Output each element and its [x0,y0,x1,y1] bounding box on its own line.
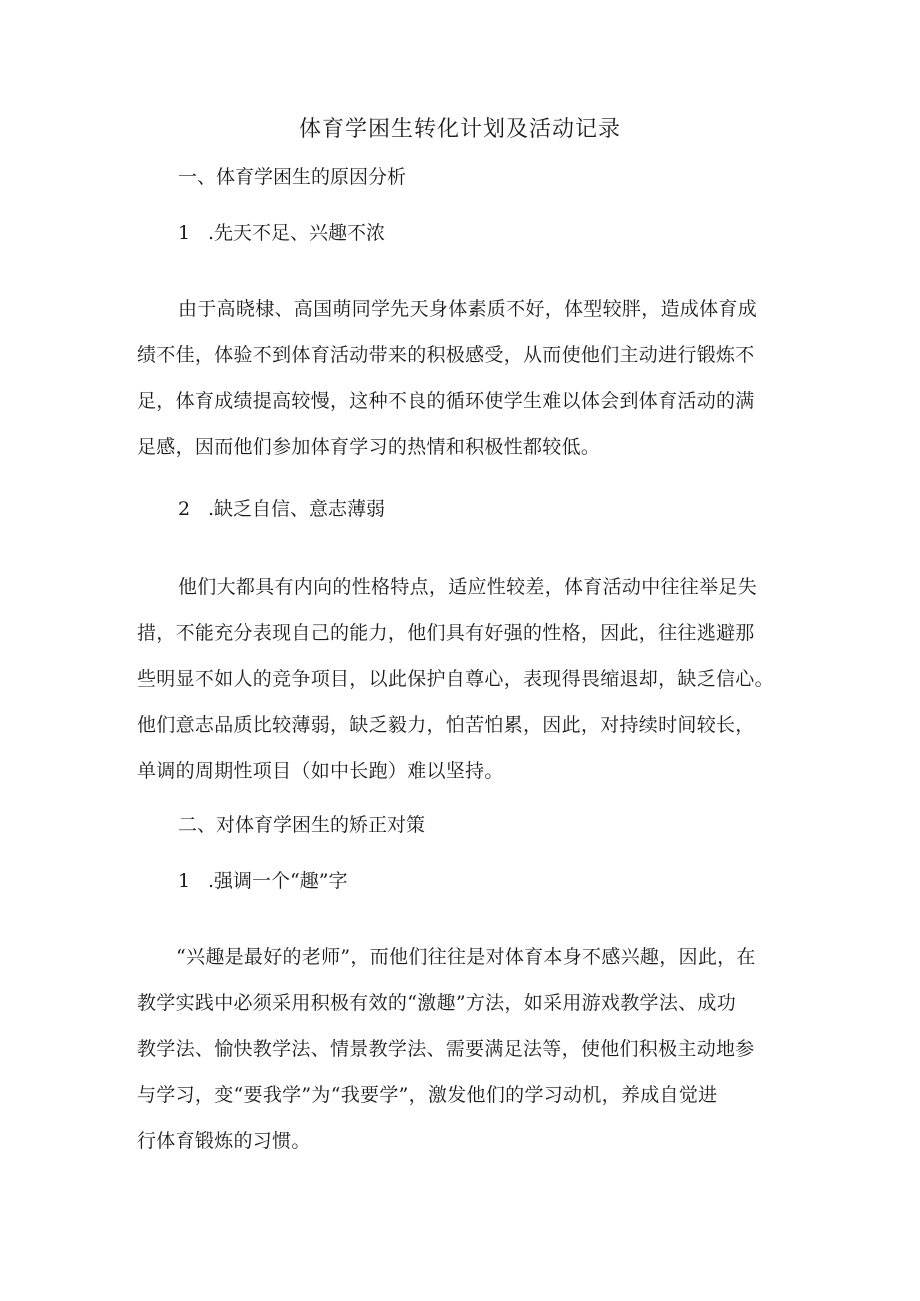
subheading-text: .缺乏自信、意志薄弱 [208,498,386,520]
subheading-1-2 [178,494,385,521]
subheading-number: 1 [178,870,191,892]
document-title: 体育学困生转化计划及活动记录 [298,117,621,142]
paragraph-line: 他们大都具有内向的性格特点，适应性较差，体育活动中往往举足失 [178,576,758,598]
paragraph-line: 些明显不如人的竞争项目，以此保护自尊心，表现得畏缩退却，缺乏信心。 [137,668,774,690]
subheading-number: 1 [178,222,191,244]
paragraph-line: 足，体育成绩提高较慢，这种不良的循环使学生难以体会到体育活动的满 [137,390,755,412]
subheading-text: .先天不足、兴趣不浓 [208,222,386,244]
paragraph-line: 教学法、愉快教学法、情景教学法、需要满足法等，使他们积极主动地参 [137,1038,755,1060]
paragraph-line: 与学习，变“要我学”为“我要学”，激发他们的学习动机，养成自觉进 [137,1084,718,1106]
paragraph-line: 他们意志品质比较薄弱，缺乏毅力，怕苦怕累，因此，对持续时间较长， [137,714,755,736]
paragraph-line: 措，不能充分表现自己的能力，他们具有好强的性格，因此，往往逃避那 [137,622,755,644]
subheading-2-1 [178,866,347,893]
paragraph-line: 行体育锻炼的习惯。 [137,1130,311,1152]
subheading-number: 2 [178,498,191,520]
subheading-text: .强调一个“趣”字 [208,870,348,892]
paragraph-line: “兴趣是最好的老师”，而他们往往是对体育本身不感兴趣，因此，在 [176,946,756,968]
subheading-1-1 [178,218,385,245]
paragraph-line: 单调的周期性项目（如中长跑）难以坚持。 [137,760,504,782]
section-heading-1: 一、体育学困生的原因分析 [178,166,407,188]
paragraph-line: 足感，因而他们参加体育学习的热情和积极性都较低。 [137,436,601,458]
paragraph-line: 由于高晓棣、高国萌同学先天身体素质不好，体型较胖，造成体育成 [178,298,758,320]
paragraph-line: 绩不佳，体验不到体育活动带来的积极感受，从而使他们主动进行锻炼不 [137,344,755,366]
section-heading-2: 二、对体育学困生的矫正对策 [178,814,426,836]
paragraph-line: 教学实践中必须采用积极有效的“激趣”方法，如采用游戏教学法、成功 [137,992,737,1014]
